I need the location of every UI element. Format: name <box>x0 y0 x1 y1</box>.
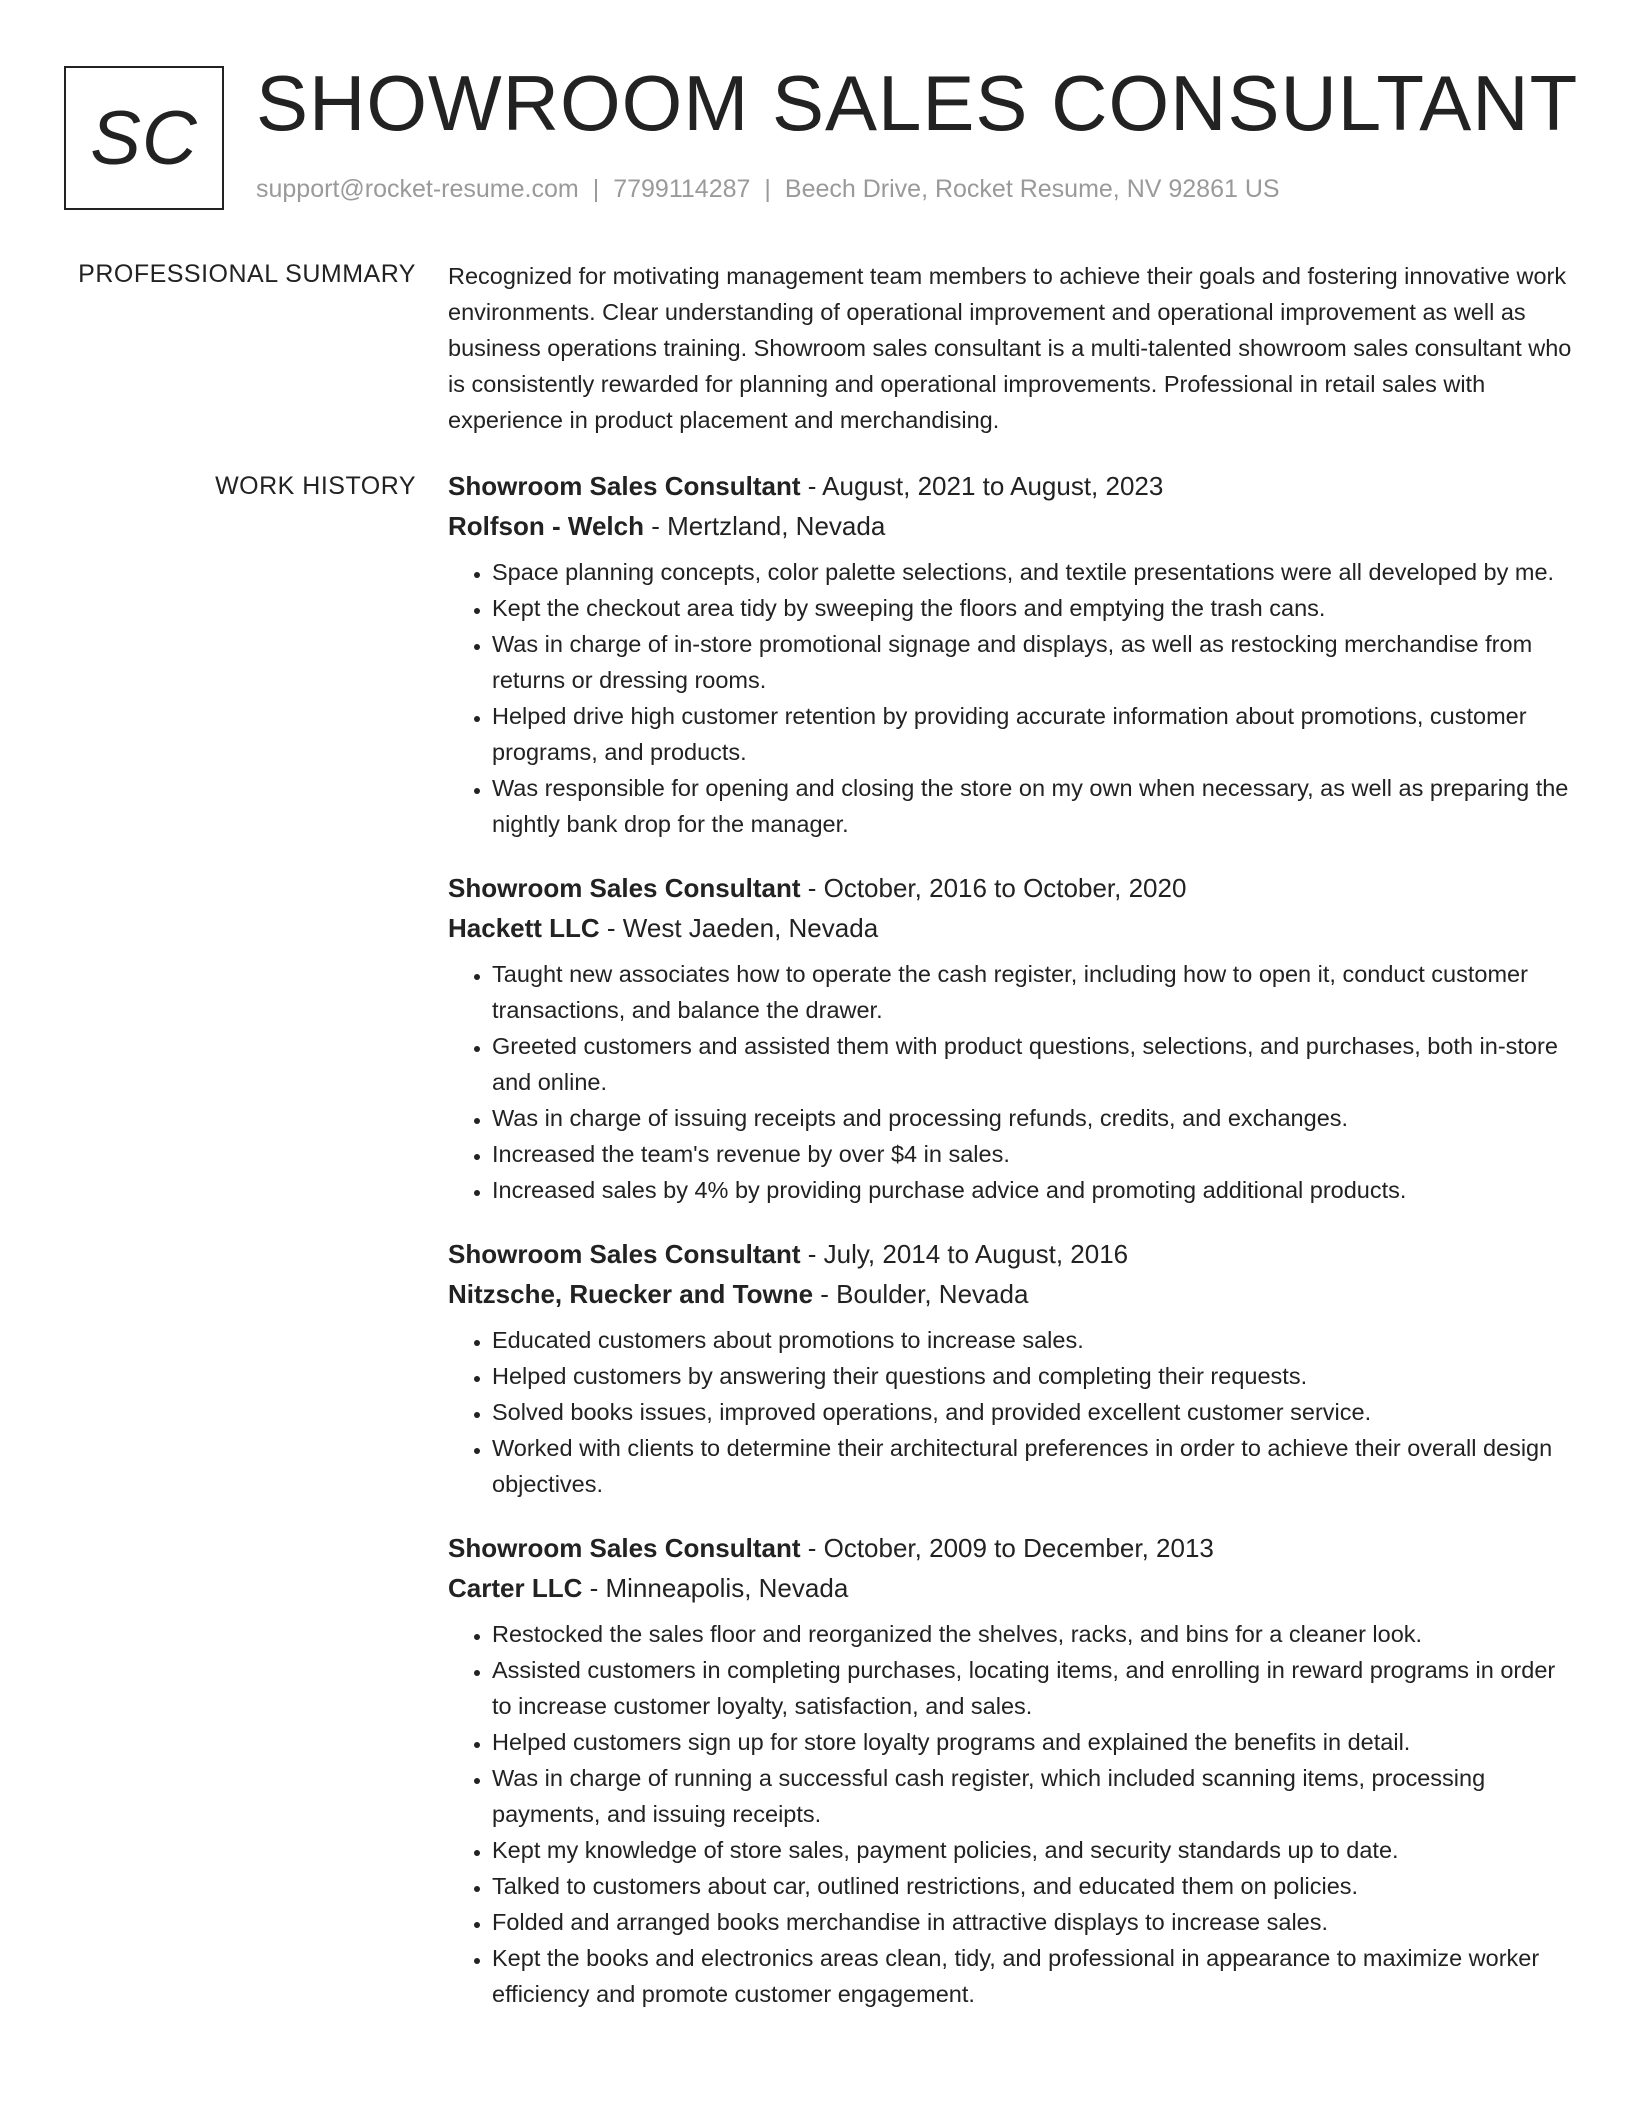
resume-name: SHOWROOM SALES CONSULTANT <box>256 59 1579 147</box>
job-company: Nitzsche, Ruecker and Towne <box>448 1279 814 1309</box>
job-bullet-list <box>448 956 1578 1208</box>
job-bullet: • Assisted customers in completing purchases, locating items, and enrolling in reward programs in order to increase customer loyalty, satisfaction, and sales. <box>492 1652 1578 1724</box>
contact-phone: 7799114287 <box>613 175 751 203</box>
job-company-line <box>448 908 1578 948</box>
job-location: - Boulder, Nevada <box>813 1279 1029 1309</box>
work-history-section-label: WORK HISTORY <box>215 472 416 500</box>
job-bullet: • Greeted customers and assisted them with product questions, selections, and purchases, both in-store and online. <box>492 1028 1578 1100</box>
job-entry <box>448 466 1578 842</box>
job-company-line <box>448 1274 1578 1314</box>
contact-email: support@rocket-resume.com <box>256 175 579 203</box>
job-title-line <box>448 466 1578 506</box>
job-bullet: • Increased the team's revenue by over $4 in sales. <box>492 1136 1578 1172</box>
job-bullet: • Educated customers about promotions to increase sales. <box>492 1322 1578 1358</box>
job-bullet: • Space planning concepts, color palette selections, and textile presentations were all developed by me. <box>492 554 1578 590</box>
job-location: - West Jaeden, Nevada <box>599 913 879 943</box>
job-bullet: • Helped customers by answering their questions and completing their requests. <box>492 1358 1578 1394</box>
job-company: Hackett LLC <box>448 913 600 943</box>
job-bullet: • Was in charge of in-store promotional signage and displays, as well as restocking merchandise from returns or dressing rooms. <box>492 626 1578 698</box>
job-entry <box>448 868 1578 1208</box>
job-title-line <box>448 1234 1578 1274</box>
job-dates: - August, 2021 to August, 2023 <box>800 471 1164 501</box>
summary-section-label: PROFESSIONAL SUMMARY <box>78 260 416 288</box>
contact-separator: | <box>592 175 600 203</box>
job-title-line <box>448 1528 1578 1568</box>
job-company: Carter LLC <box>448 1573 583 1603</box>
initials-monogram <box>64 66 224 210</box>
job-bullet: • Folded and arranged books merchandise in attractive displays to increase sales. <box>492 1904 1578 1940</box>
job-bullet: • Kept my knowledge of store sales, payment policies, and security standards up to date. <box>492 1832 1578 1868</box>
job-bullet: • Was responsible for opening and closing the store on my own when necessary, as well as preparing the nightly bank drop for the manager. <box>492 770 1578 842</box>
job-entry <box>448 1528 1578 2012</box>
job-bullet: • Talked to customers about car, outlined restrictions, and educated them on policies. <box>492 1868 1578 1904</box>
job-location: - Minneapolis, Nevada <box>582 1573 849 1603</box>
job-dates: - July, 2014 to August, 2016 <box>800 1239 1129 1269</box>
job-bullet: • Helped customers sign up for store loyalty programs and explained the benefits in detail. <box>492 1724 1578 1760</box>
initials-text: SC <box>90 95 198 181</box>
summary-text: Recognized for motivating management team members to achieve their goals and fostering innovative work environments. Clear understanding of operational improvement and operational improvement as well as business operations training. Showroom sales consultant is a multi-talented showroom sales consultant who is consistently rewarded for planning and operational improvements. Professional in retail sales with experience in product placement and merchandising. <box>448 263 1572 433</box>
job-bullet: • Was in charge of running a successful cash register, which included scanning items, processing payments, and issuing receipts. <box>492 1760 1578 1832</box>
job-bullet: • Was in charge of issuing receipts and processing refunds, credits, and exchanges. <box>492 1100 1578 1136</box>
job-company: Rolfson - Welch <box>448 511 644 541</box>
job-title-line <box>448 868 1578 908</box>
job-bullet-list <box>448 1322 1578 1502</box>
job-company-line <box>448 1568 1578 1608</box>
job-bullet: • Increased sales by 4% by providing purchase advice and promoting additional products. <box>492 1172 1578 1208</box>
job-company-line <box>448 506 1578 546</box>
contact-line <box>256 175 1280 204</box>
job-title: Showroom Sales Consultant <box>448 1239 801 1269</box>
job-bullet: • Restocked the sales floor and reorganized the shelves, racks, and bins for a cleaner look. <box>492 1616 1578 1652</box>
job-title: Showroom Sales Consultant <box>448 471 801 501</box>
job-bullet-list <box>448 554 1578 842</box>
contact-separator: | <box>764 175 771 203</box>
contact-address: Beech Drive, Rocket Resume, NV 92861 US <box>784 175 1280 203</box>
job-bullet: • Kept the checkout area tidy by sweeping the floors and emptying the trash cans. <box>492 590 1578 626</box>
job-dates: - October, 2009 to December, 2013 <box>800 1533 1214 1563</box>
job-bullet: • Taught new associates how to operate the cash register, including how to open it, conduct customer transactions, and balance the drawer. <box>492 956 1578 1028</box>
job-bullet: • Worked with clients to determine their architectural preferences in order to achieve their overall design objectives. <box>492 1430 1578 1502</box>
job-entry <box>448 1234 1578 1502</box>
job-bullet-list <box>448 1616 1578 2012</box>
job-bullet: • Solved books issues, improved operations, and provided excellent customer service. <box>492 1394 1578 1430</box>
job-location: - Mertzland, Nevada <box>643 511 886 541</box>
job-bullet: • Helped drive high customer retention by providing accurate information about promotions, customer programs, and products. <box>492 698 1578 770</box>
job-dates: - October, 2016 to October, 2020 <box>800 873 1187 903</box>
work-history-list <box>448 466 1578 2038</box>
job-title: Showroom Sales Consultant <box>448 1533 801 1563</box>
job-bullet: • Kept the books and electronics areas clean, tidy, and professional in appearance to maximize worker efficiency and promote customer engagement. <box>492 1940 1578 2012</box>
job-title: Showroom Sales Consultant <box>448 873 801 903</box>
